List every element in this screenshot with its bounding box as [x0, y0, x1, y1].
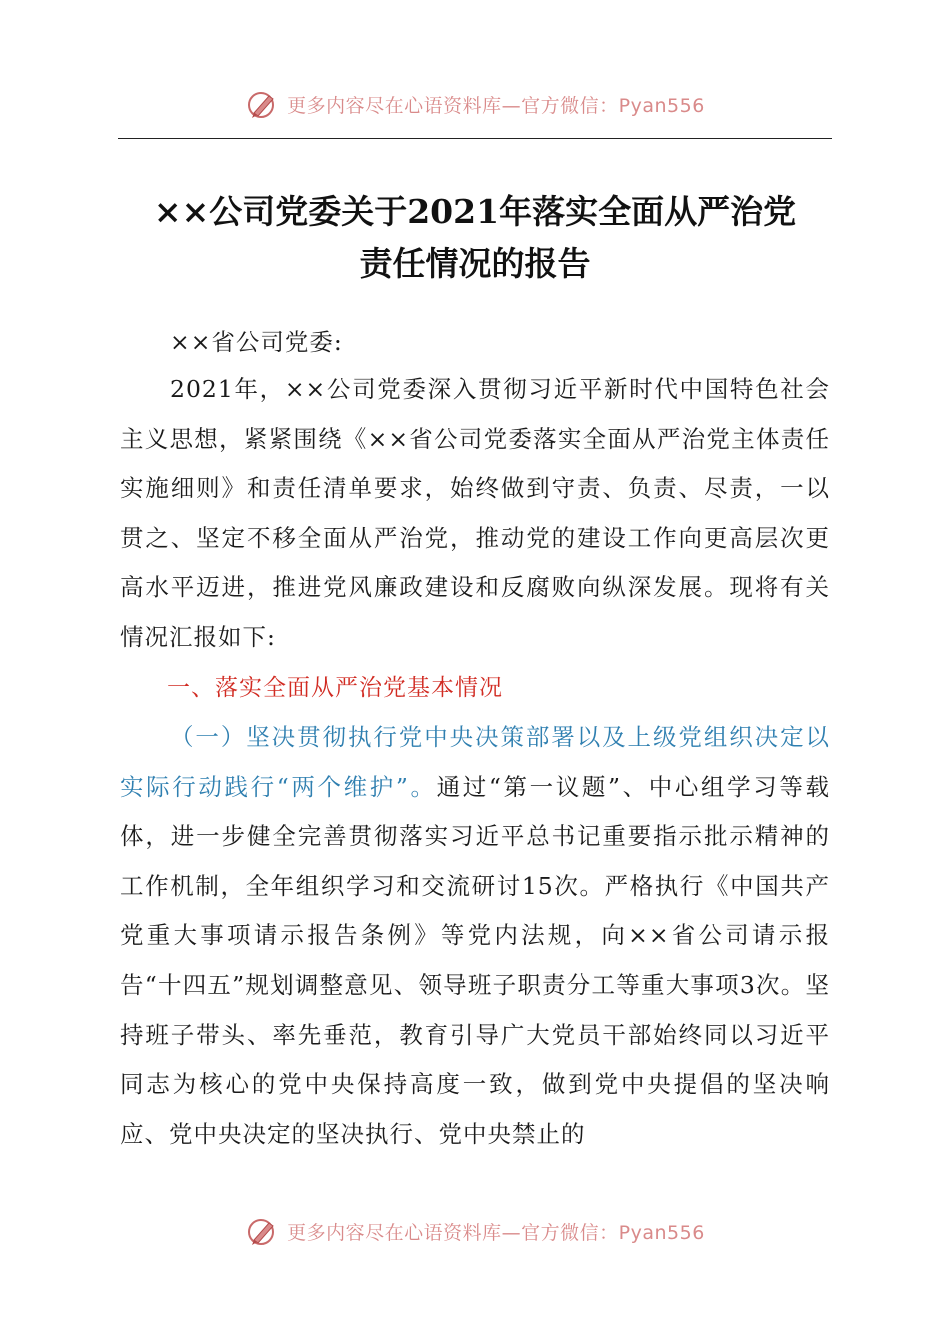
subsection-body-1: 通过“第一议题”、中心组学习等载体，进一步健全完善贯彻落实习近平总书记重要指示批示精神的工作机制，全年组织学习和交流研讨15次。严格执行《中国共产党重大事项请示报告条例》等党内法规，向××省公司请示报告“十四五”规划调整意见、领导班子职责分工等重大事项3次。坚持班子带头、率先垂范，教育引导广大党员干部始终同以习近平同志为核心的党中央保持高度一致，做到党中央提倡的坚决响应、党中央决定的坚决执行、党中央禁止的	[120, 772, 830, 1148]
subsection-paragraph-1	[120, 713, 830, 1159]
subsection-heading-1: （一）坚决贯彻执行党中央决策部署以及上级党组织决定以实际行动践行“两个维护”。	[120, 723, 830, 801]
watermark-text: 更多内容尽在心语资料库—官方微信：Pyan556	[287, 94, 705, 117]
section-heading-1: 一、落实全面从严治党基本情况	[167, 675, 503, 701]
document-title	[118, 186, 832, 290]
header-rule	[118, 138, 832, 139]
title-line-1: ××公司党委关于2021年落实全面从严治党	[153, 192, 797, 231]
intro-paragraph: 2021年，××公司党委深入贯彻习近平新时代中国特色社会主义思想，紧紧围绕《××省公司党委落实全面从严治党主体责任实施细则》和责任清单要求，始终做到守责、负责、尽责，一以贯之、坚定不移全面从严治党，推动党的建设工作向更高层次更高水平迈进，推进党风廉政建设和反腐败向纵深发展。现将有关情况汇报如下:	[120, 375, 830, 651]
pen-logo-icon	[245, 1214, 279, 1248]
watermark-text: 更多内容尽在心语资料库—官方微信：Pyan556	[287, 1221, 705, 1244]
footer-watermark	[0, 1211, 950, 1251]
pen-logo-icon	[245, 87, 279, 121]
title-line-2: 责任情况的报告	[359, 244, 591, 283]
header-watermark	[0, 84, 950, 124]
salutation: ××省公司党委:	[170, 328, 343, 356]
